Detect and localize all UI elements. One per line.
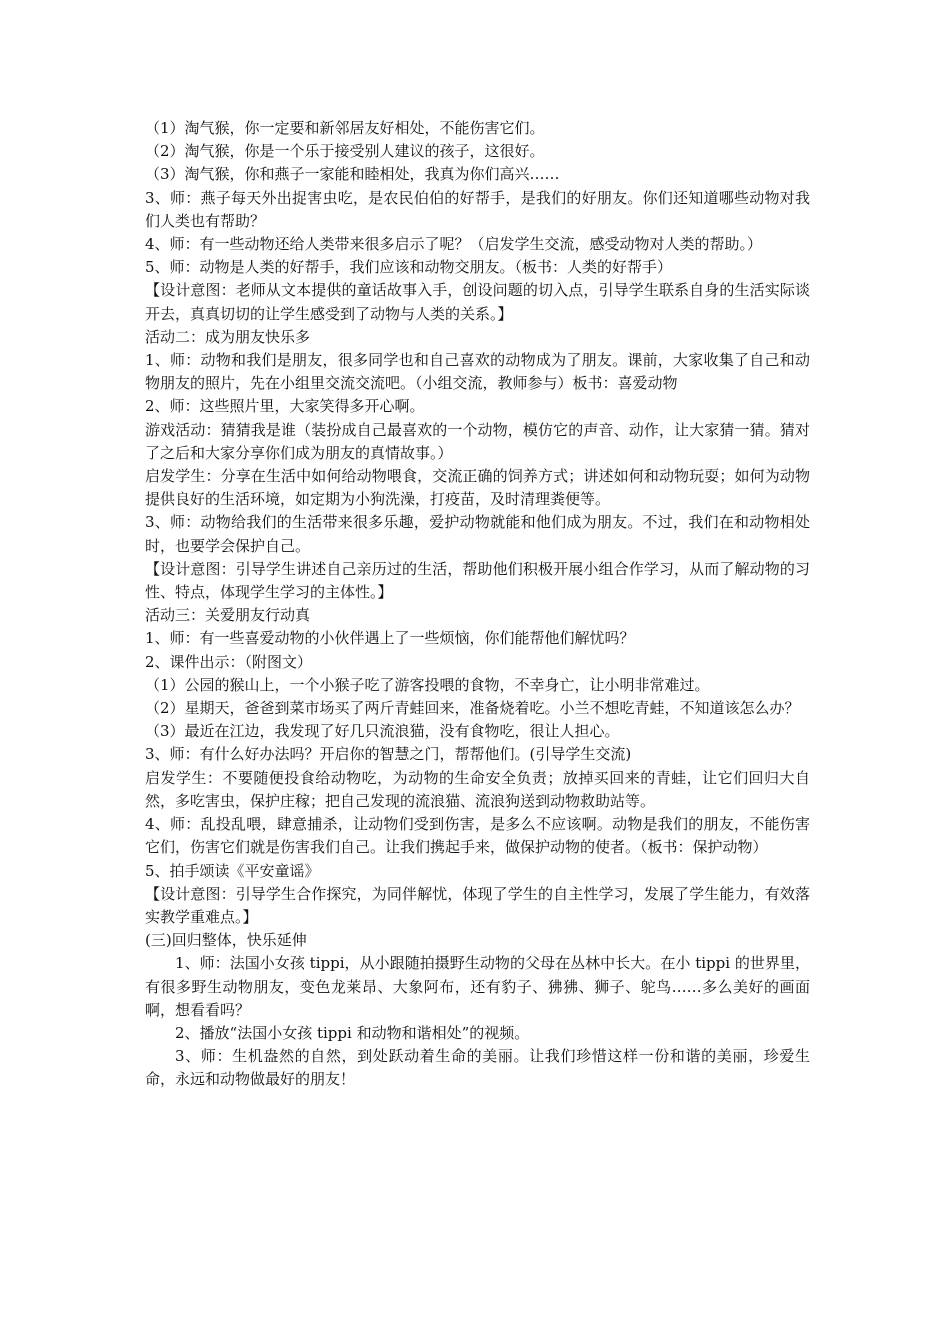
document-paragraph: 5、师：动物是人类的好帮手，我们应该和动物交朋友。（板书：人类的好帮手） <box>145 258 673 277</box>
document-paragraph: （2）星期天，爸爸到菜市场买了两斤青蛙回来，准备烧着吃。小兰不想吃青蛙，不知道该怎么办？ <box>145 699 800 718</box>
document-paragraph: 4、师：有一些动物还给人类带来很多启示了呢？（启发学生交流，感受动物对人类的帮助。） <box>145 235 763 254</box>
document-paragraph: （3）最近在江边，我发现了好几只流浪猫，没有食物吃，很让人担心。 <box>145 722 620 741</box>
document-paragraph: （2）淘气猴，你是一个乐于接受别人建议的孩子，这很好。 <box>145 142 545 161</box>
document-paragraph: 启发学生：分享在生活中如何给动物喂食，交流正确的饲养方式；讲述如何和动物玩耍；如何为动物提供良好的生活环境，如定期为小狗洗澡，打疫苗，及时清理粪便等。 <box>145 467 810 509</box>
document-paragraph: 1、师：有一些喜爱动物的小伙伴遇上了一些烦恼，你们能帮他们解忧吗？ <box>145 629 635 648</box>
document-paragraph: 3、师：燕子每天外出捉害虫吃，是农民伯伯的好帮手，是我们的好朋友。你们还知道哪些动物对我们人类也有帮助？ <box>145 188 810 230</box>
document-paragraph: 1、师：动物和我们是朋友，很多同学也和自己喜欢的动物成为了朋友。课前，大家收集了自己和动物朋友的照片，先在小组里交流交流吧。（小组交流，教师参与）板书：喜爱动物 <box>145 351 810 393</box>
document-paragraph: 【设计意图：引导学生讲述自己亲历过的生活，帮助他们积极开展小组合作学习，从而了解动物的习性、特点，体现学生学习的主体性。】 <box>145 559 810 602</box>
document-paragraph: 活动三：关爱朋友行动真 <box>145 606 311 625</box>
document-paragraph: (三)回归整体，快乐延伸 <box>145 931 307 950</box>
document-paragraph: （3）淘气猴，你和燕子一家能和睦相处，我真为你们高兴…… <box>145 165 560 184</box>
document-body <box>145 117 810 1092</box>
document-paragraph: 3、师：生机盎然的自然，到处跃动着生命的美丽。让我们珍惜这样一份和谐的美丽，珍爱生命，永远和动物做最好的朋友！ <box>145 1047 810 1089</box>
document-paragraph: 2、师：这些照片里，大家笑得多开心啊。 <box>145 397 425 416</box>
document-paragraph: 5、拍手颂读《平安童谣》 <box>145 861 320 880</box>
document-paragraph: 启发学生：不要随便投食给动物吃，为动物的生命安全负责；放掉买回来的青蛙，让它们回归大自然，多吃害虫，保护庄稼；把自己发现的流浪猫、流浪狗送到动物救助站等。 <box>145 768 810 810</box>
document-paragraph: 1、师：法国小女孩 tippi，从小跟随拍摄野生动物的父母在丛林中长大。在小 tippi 的世界里，有很多野生动物朋友，变色龙莱昂、大象阿布，还有豹子、狒狒、狮子、鸵鸟……多么美好的画面啊，想看看吗？ <box>145 954 810 1019</box>
document-paragraph: 【设计意图：引导学生合作探究，为同伴解忧，体现了学生的自主性学习，发展了学生能力，有效落实教学重难点。】 <box>145 884 810 926</box>
document-paragraph: 2、播放“法国小女孩 tippi 和动物和谐相处”的视频。 <box>175 1023 530 1042</box>
document-paragraph: 3、师：动物给我们的生活带来很多乐趣，爱护动物就能和他们成为朋友。不过，我们在和动物相处时，也要学会保护自己。 <box>145 513 810 555</box>
document-paragraph: （1）淘气猴，你一定要和新邻居友好相处，不能伤害它们。 <box>145 119 545 137</box>
document-paragraph: 3、师：有什么好办法吗？开启你的智慧之门，帮帮他们。(引导学生交流) <box>145 745 632 764</box>
document-paragraph: 【设计意图：老师从文本提供的童话故事入手，创设问题的切入点，引导学生联系自身的生活实际谈开去，真真切切的让学生感受到了动物与人类的关系。】 <box>145 281 810 323</box>
document-paragraph: 活动二：成为朋友快乐多 <box>145 327 311 346</box>
document-paragraph: （1）公园的猴山上，一个小猴子吃了游客投喂的食物，不幸身亡，让小明非常难过。 <box>145 675 710 694</box>
document-paragraph: 游戏活动：猜猜我是谁（装扮成自己最喜欢的一个动物，模仿它的声音、动作，让大家猜一猜。猜对了之后和大家分享你们成为朋友的真情故事。） <box>145 420 810 462</box>
document-paragraph: 4、师：乱投乱喂，肆意捕杀，让动物们受到伤害，是多么不应该啊。动物是我们的朋友，不能伤害它们，伤害它们就是伤害我们自己。让我们携起手来，做保护动物的使者。（板书：保护动物） <box>145 815 810 857</box>
document-paragraph: 2、课件出示：（附图文） <box>145 652 313 671</box>
